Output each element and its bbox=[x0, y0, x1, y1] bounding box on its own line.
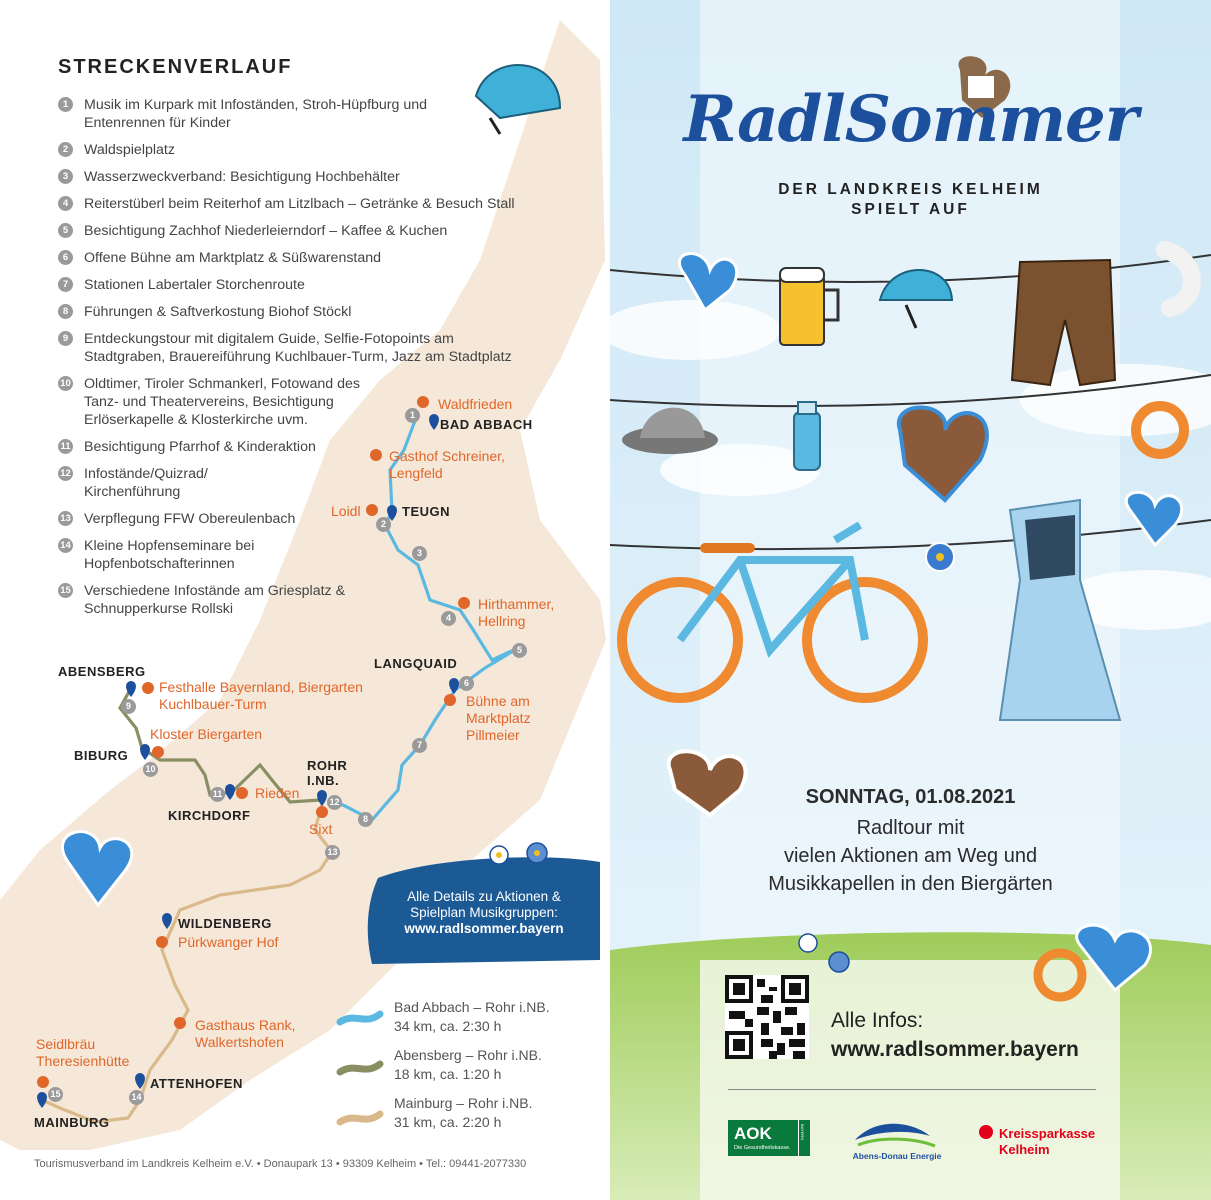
legend-info: 18 km, ca. 1:20 h bbox=[394, 1066, 502, 1082]
map-number-6: 6 bbox=[459, 676, 474, 691]
map-number-11: 11 bbox=[210, 787, 225, 802]
abens-donau-text: Abens-Donau Energie bbox=[852, 1151, 942, 1161]
qr-code[interactable] bbox=[725, 975, 809, 1059]
list-item bbox=[58, 465, 258, 501]
map-number-7: 7 bbox=[412, 738, 427, 753]
route-number: 5 bbox=[58, 223, 73, 238]
route-title: STRECKENVERLAUF bbox=[58, 56, 293, 78]
stop-kloster: Kloster Biergarten bbox=[150, 726, 263, 742]
list-item bbox=[58, 510, 578, 528]
route-number: 11 bbox=[58, 439, 73, 454]
legend-route: Bad Abbach – Rohr i.NB. bbox=[394, 999, 550, 1015]
map-number-10: 10 bbox=[143, 762, 158, 777]
route-number: 9 bbox=[58, 331, 73, 346]
divider bbox=[728, 1089, 1096, 1090]
stop-waldfrieden: Waldfrieden bbox=[438, 396, 513, 412]
brand-subtitle-line-2: SPIELT AUF bbox=[851, 201, 970, 218]
route-text: Waldspielplatz bbox=[84, 142, 175, 158]
brand-title: RadlSommer bbox=[683, 82, 1138, 157]
place-abensberg: ABENSBERG bbox=[58, 664, 146, 679]
route-text: Verschiedene Infostände am Griesplatz & Schnupperkurse Rollski bbox=[84, 583, 346, 617]
legend-item bbox=[394, 1046, 542, 1084]
event-desc-line-3: Musikkapellen in den Biergärten bbox=[768, 873, 1053, 895]
aok-region bbox=[798, 1120, 810, 1156]
stop-festhalle: Festhalle Bayernland, Biergarten Kuchlbauer-Turm bbox=[159, 679, 363, 712]
map-number-2: 2 bbox=[376, 517, 391, 532]
route-text: Stationen Labertaler Storchenroute bbox=[84, 277, 305, 293]
route-text: Führungen & Saftverkostung Biohof Stöckl bbox=[84, 304, 352, 320]
map-number-5: 5 bbox=[512, 643, 527, 658]
event-date: SONNTAG, 01.08.2021 bbox=[805, 786, 1016, 808]
brand-subtitle bbox=[610, 180, 1211, 220]
water-bottle-icon bbox=[794, 402, 820, 470]
route-text: Infostände/Quizrad/ Kirchenführung bbox=[84, 466, 208, 500]
route-text: Entdeckungstour mit digitalem Guide, Selfie-Fotopoints am Stadtgraben, Brauereiführung Kuchlbauer-Turm, Jazz am Stadtplatz bbox=[84, 331, 512, 365]
footer-address: Tourismusverband im Landkreis Kelheim e.V. • Donaupark 13 • 93309 Kelheim • Tel.: 09441-2077330 bbox=[34, 1158, 527, 1170]
route-text: Besichtigung Zachhof Niederleierndorf – Kaffee & Kuchen bbox=[84, 223, 448, 239]
map-number-9: 9 bbox=[121, 699, 136, 714]
stop-sixt: Sixt bbox=[309, 821, 333, 837]
route-number: 8 bbox=[58, 304, 73, 319]
brand-subtitle-line-1: DER LANDKREIS KELHEIM bbox=[778, 181, 1043, 198]
place-kirchdorf: KIRCHDORF bbox=[168, 808, 251, 823]
map-number-13: 13 bbox=[325, 845, 340, 860]
map-number-14: 14 bbox=[129, 1090, 144, 1105]
list-item bbox=[58, 330, 538, 366]
place-mainburg: MAINBURG bbox=[34, 1115, 110, 1130]
route-text: Verpflegung FFW Obereulenbach bbox=[84, 511, 296, 527]
details-text bbox=[371, 889, 597, 937]
map-number-4: 4 bbox=[441, 611, 456, 626]
route-number: 1 bbox=[58, 97, 73, 112]
list-item bbox=[58, 375, 388, 429]
details-line-2: Spielplan Musikgruppen: bbox=[410, 905, 558, 920]
stop-seidlbraeu: Seidlbräu Theresienhütte bbox=[36, 1036, 130, 1069]
map-number-15: 15 bbox=[48, 1087, 63, 1102]
map-number-12: 12 bbox=[327, 795, 342, 810]
details-url-link[interactable]: www.radlsommer.bayern bbox=[404, 921, 564, 936]
route-text: Offene Bühne am Marktplatz & Süßwarenstand bbox=[84, 250, 382, 266]
list-item bbox=[58, 249, 578, 267]
legend-item bbox=[394, 998, 550, 1036]
kreissparkasse-line-1: Kreissparkasse bbox=[999, 1126, 1096, 1141]
info-url-link[interactable]: www.radlsommer.bayern bbox=[831, 1038, 1079, 1061]
list-item bbox=[58, 582, 378, 618]
event-description bbox=[610, 814, 1211, 898]
stop-loidl: Loidl bbox=[331, 503, 361, 519]
route-text: Kleine Hopfenseminare bei Hopfenbotschafterinnen bbox=[84, 538, 255, 572]
route-number: 2 bbox=[58, 142, 73, 157]
details-line-1: Alle Details zu Aktionen & bbox=[407, 889, 561, 904]
list-item bbox=[58, 222, 578, 240]
list-item bbox=[58, 168, 578, 186]
place-biburg: BIBURG bbox=[74, 748, 129, 763]
place-attenhofen: ATTENHOFEN bbox=[150, 1076, 243, 1091]
place-wildenberg: WILDENBERG bbox=[178, 916, 272, 931]
title-panel bbox=[610, 0, 1211, 1200]
map-number-1: 1 bbox=[405, 408, 420, 423]
list-item bbox=[58, 141, 578, 159]
list-item bbox=[58, 276, 578, 294]
route-text: Reiterstüberl beim Reiterhof am Litzlbach – Getränke & Besuch Stall bbox=[84, 196, 515, 212]
list-item bbox=[58, 195, 578, 213]
aok-region-text: BAYERN bbox=[800, 1124, 805, 1141]
legend-route: Mainburg – Rohr i.NB. bbox=[394, 1095, 533, 1111]
legend-info: 31 km, ca. 2:20 h bbox=[394, 1114, 502, 1130]
route-number: 14 bbox=[58, 538, 73, 553]
map-number-8: 8 bbox=[358, 812, 373, 827]
stop-rieden: Rieden bbox=[255, 785, 300, 801]
flower-icon bbox=[926, 543, 954, 571]
kreissparkasse-text bbox=[999, 1126, 1095, 1158]
place-teugn: TEUGN bbox=[402, 504, 450, 519]
abens-donau-logo bbox=[852, 1118, 942, 1162]
stop-puerkwanger: Pürkwanger Hof bbox=[178, 934, 279, 950]
legend-item bbox=[394, 1094, 533, 1132]
stop-schreiner: Gasthof Schreiner, Lengfeld bbox=[389, 448, 505, 481]
list-item bbox=[58, 537, 298, 573]
place-rohr: ROHR I.NB. bbox=[307, 758, 348, 788]
route-text: Wasserzweckverband: Besichtigung Hochbehälter bbox=[84, 169, 400, 185]
details-box bbox=[371, 871, 597, 963]
place-bad-abbach: BAD ABBACH bbox=[440, 417, 533, 432]
event-desc-line-2: vielen Aktionen am Weg und bbox=[783, 845, 1038, 867]
place-langquaid: LANGQUAID bbox=[374, 656, 458, 671]
list-item bbox=[58, 96, 448, 132]
stop-buehne: Bühne am Marktplatz Pillmeier bbox=[466, 693, 531, 743]
route-text: Oldtimer, Tiroler Schmankerl, Fotowand des Tanz- und Theatervereins, Besichtigung Erlöserkapelle & Klosterkirche uvm. bbox=[84, 376, 360, 428]
route-number: 4 bbox=[58, 196, 73, 211]
stop-hirthammer: Hirthammer, Hellring bbox=[478, 596, 555, 629]
route-number: 3 bbox=[58, 169, 73, 184]
route-list bbox=[58, 96, 578, 627]
list-item bbox=[58, 303, 578, 321]
aok-text: AOK bbox=[734, 1124, 772, 1143]
legend-route: Abensberg – Rohr i.NB. bbox=[394, 1047, 542, 1063]
route-text: Musik im Kurpark mit Infoständen, Stroh-Hüpfburg und Entenrennen für Kinder bbox=[84, 97, 428, 131]
route-number: 10 bbox=[58, 376, 73, 391]
stop-rank: Gasthaus Rank, Walkertshofen bbox=[195, 1017, 296, 1050]
legend-info: 34 km, ca. 2:30 h bbox=[394, 1018, 502, 1034]
route-number: 13 bbox=[58, 511, 73, 526]
info-label: Alle Infos: bbox=[831, 1009, 924, 1032]
route-text: Besichtigung Pfarrhof & Kinderaktion bbox=[84, 439, 316, 455]
kreissparkasse-logo bbox=[975, 1124, 1115, 1164]
aok-subtext: Die Gesundheitskasse. bbox=[734, 1145, 791, 1151]
kreissparkasse-line-2: Kelheim bbox=[999, 1142, 1050, 1157]
event-desc-line-1: Radltour mit bbox=[856, 817, 965, 839]
route-number: 12 bbox=[58, 466, 73, 481]
route-number: 6 bbox=[58, 250, 73, 265]
route-number: 7 bbox=[58, 277, 73, 292]
route-number: 15 bbox=[58, 583, 73, 598]
map-number-3: 3 bbox=[412, 546, 427, 561]
